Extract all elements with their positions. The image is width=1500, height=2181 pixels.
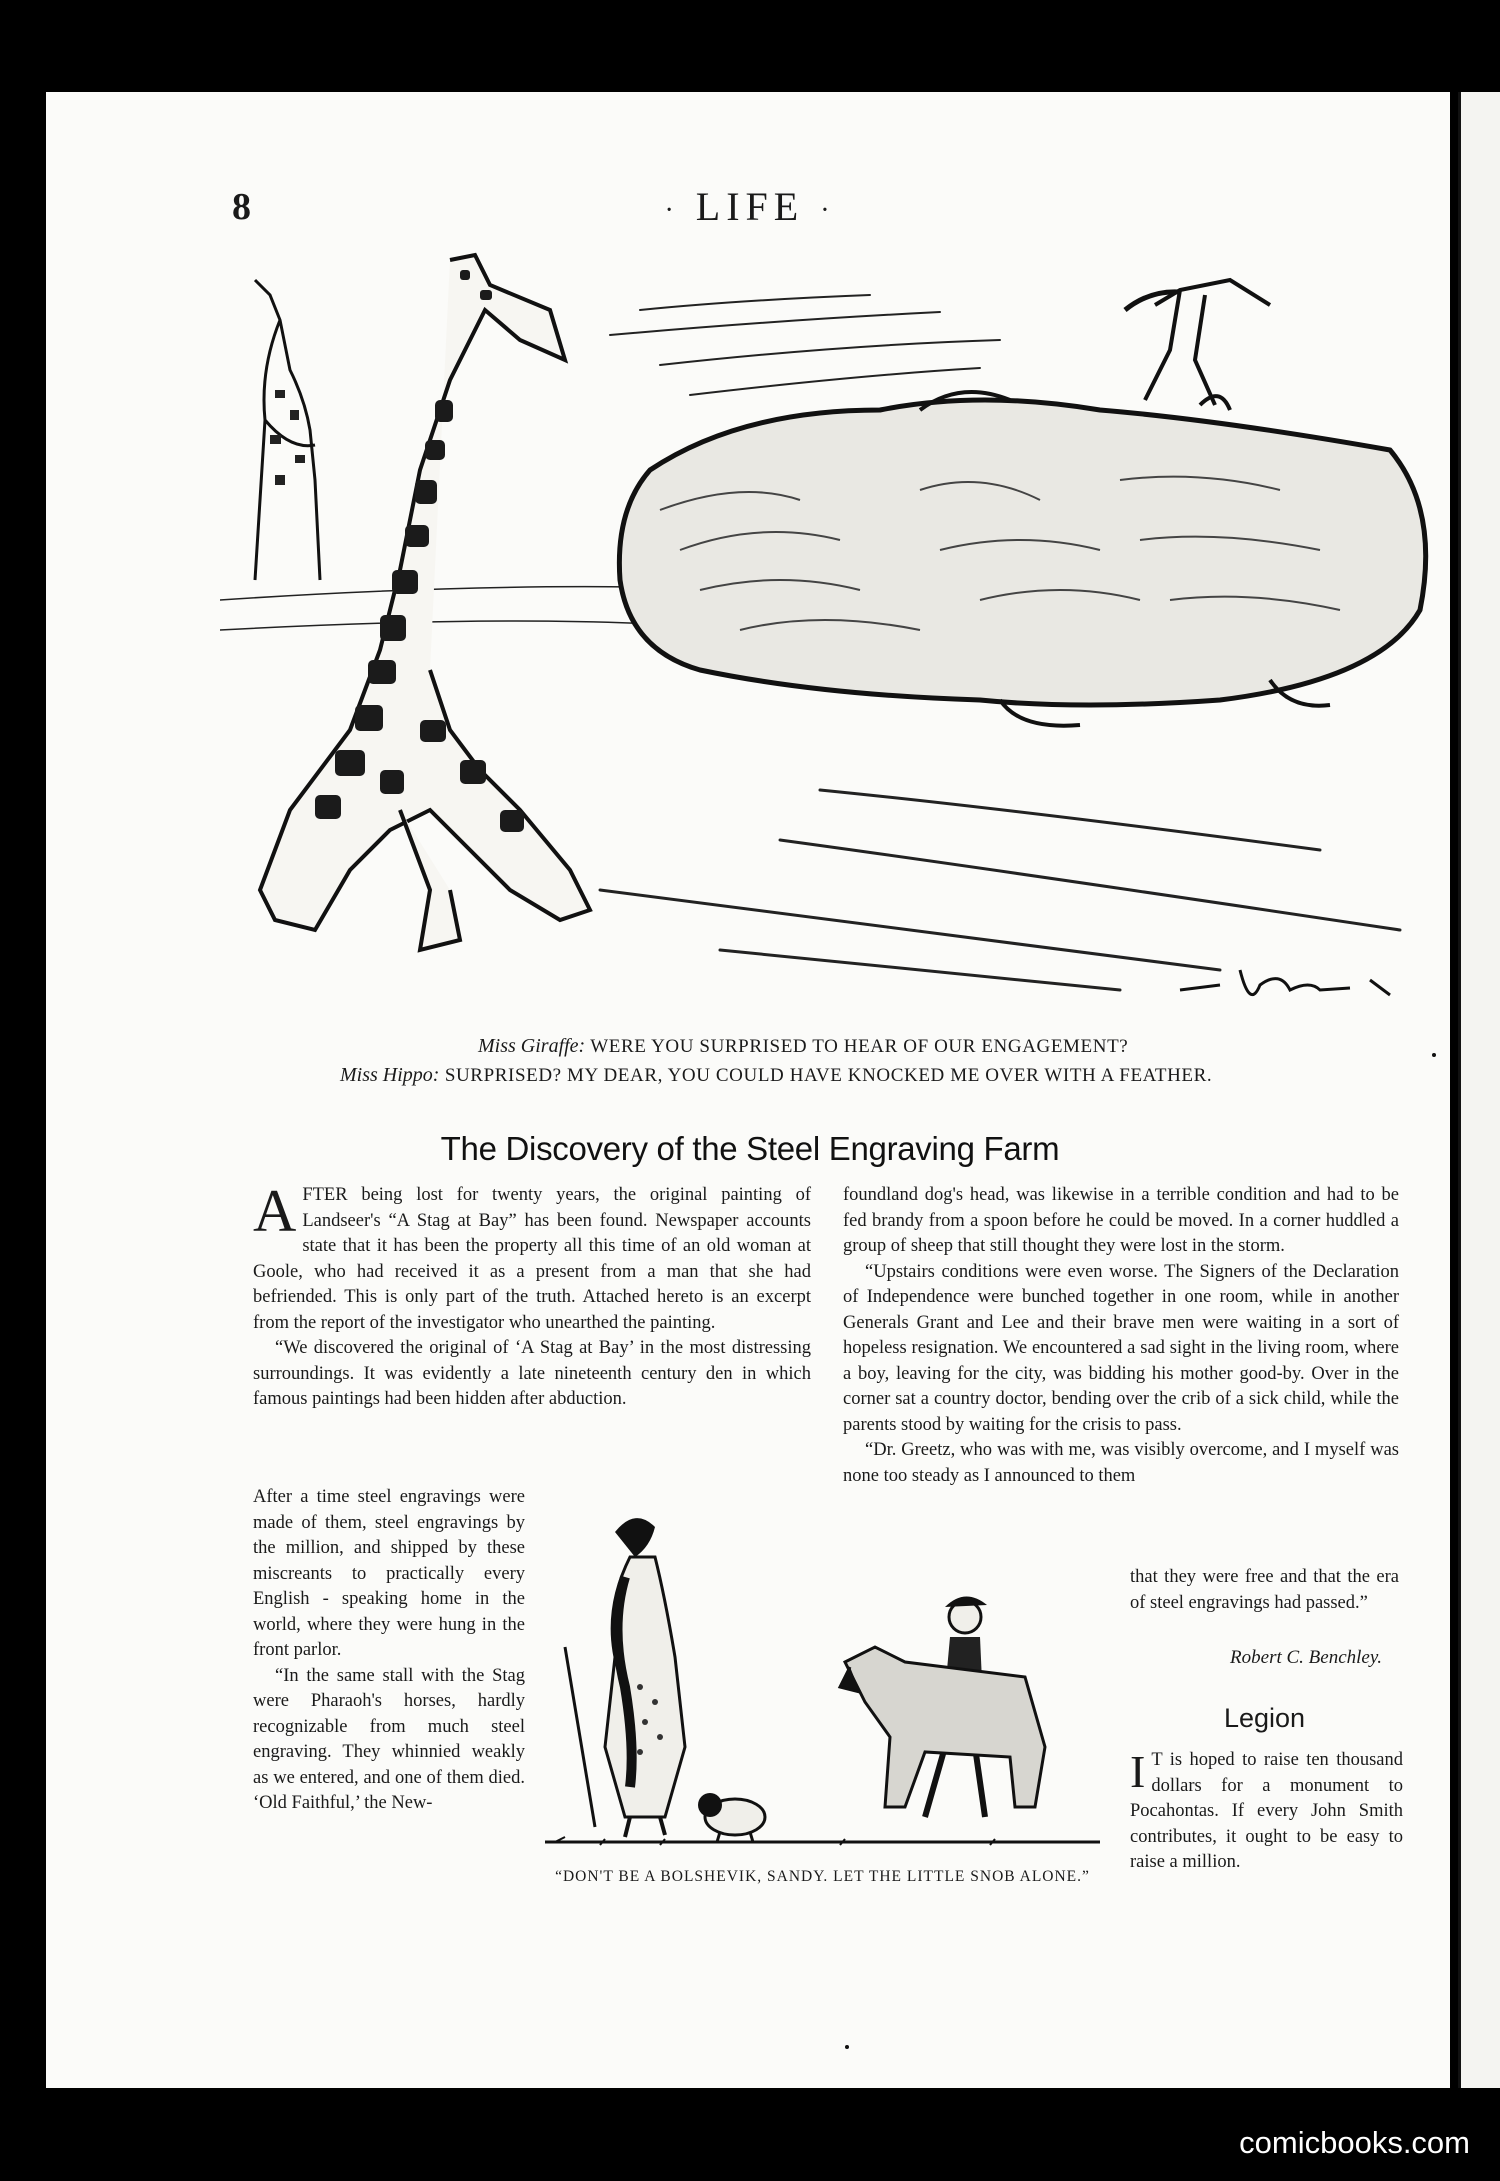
hippo-icon xyxy=(619,392,1425,726)
giraffe-hippo-cartoon xyxy=(220,250,1430,1025)
masthead xyxy=(0,183,1500,230)
speaker-hippo: Miss Hippo: xyxy=(340,1064,440,1086)
article-column-right xyxy=(843,1183,1399,1489)
ink-dot xyxy=(845,2045,849,2049)
second-cartoon-caption: “DON'T BE A BOLSHEVIK, SANDY. LET THE LITTLE SNOB ALONE.” xyxy=(555,1868,1090,1885)
article-paragraph-6-cont: that they were free and that the era of steel engravings had passed.” xyxy=(1130,1567,1399,1613)
author-byline: Robert C. Benchley. xyxy=(1230,1647,1382,1668)
article-paragraph-3: “In the same stall with the Stag were Pharaoh's horses, hardly recognizable from much steel engraving. They whinnied weakly as we entered, and one of them died. ‘Old Faithful,’ the New- xyxy=(253,1665,525,1813)
small-giraffe-icon xyxy=(255,280,320,580)
bolshevik-cartoon xyxy=(545,1487,1100,1862)
article-column-left-top xyxy=(253,1178,811,1413)
article-paragraph-6: “Dr. Greetz, who was with me, was visibly overcome, and I myself was none too steady as I announced to them xyxy=(843,1440,1399,1486)
speaker-giraffe: Miss Giraffe: xyxy=(478,1035,586,1057)
flying-bird-icon xyxy=(1125,280,1270,405)
article-column-right-narrow xyxy=(1130,1565,1399,1616)
artist-signature-icon xyxy=(1180,970,1390,995)
legion-drop-cap: I xyxy=(1130,1746,1146,1797)
line-hippo: SURPRISED? MY DEAR, YOU COULD HAVE KNOCKED ME OVER WITH A FEATHER. xyxy=(444,1065,1213,1086)
masthead-title: LIFE xyxy=(695,184,805,229)
site-watermark: comicbooks.com xyxy=(1239,2125,1470,2160)
article-paragraph-4: foundland dog's head, was likewise in a terrible condition and had to be fed brandy from a spoon before he could be moved. In a corner huddled a group of sheep that still thought they were lost in the storm. xyxy=(843,1185,1399,1256)
adjacent-page-edge xyxy=(1458,92,1500,2088)
legion-column xyxy=(1130,1748,1403,1876)
masthead-dot-right: · xyxy=(820,194,836,226)
masthead-dot-left: · xyxy=(664,194,680,226)
top-cartoon-caption xyxy=(340,1032,1300,1090)
caption-line-giraffe xyxy=(340,1032,1300,1061)
giraffe-icon xyxy=(260,255,590,950)
article-paragraph-2-cont: After a time steel engravings were made of them, steel engravings by the million, and shipped by these miscreants to practically every English - speaking home in the world, where they were hung in the front parlor. xyxy=(253,1487,525,1660)
page-number: 8 xyxy=(232,186,251,228)
article-paragraph-5: “Upstairs conditions were even worse. The Signers of the Declaration of Independence were bunched together in one room, while in another Generals Grant and Lee and their brave men were waiting in a sort of hopeless resignation. We encountered a sad sight in the living room, where a boy, leaving for the city, was bidding his mother good-by. Over in the corner sat a country doctor, bending over the crib of a sick child, while the parents stood by waiting for the crisis to pass. xyxy=(843,1261,1399,1435)
legion-paragraph: I T is hoped to raise ten thousand dollars for a monument to Pocahontas. If every John Smith contributes, it ought to be easy to raise a million. xyxy=(1130,1746,1403,1872)
terrier-dog-icon xyxy=(840,1647,1045,1807)
line-giraffe: WERE YOU SURPRISED TO HEAR OF OUR ENGAGEMENT? xyxy=(590,1036,1129,1057)
caption-line-hippo xyxy=(340,1061,1300,1090)
woman-figure-icon xyxy=(565,1518,685,1837)
article-paragraph-1: AFTER being lost for twenty years, the original painting of Landseer's “A Stag at Bay” has been found. Newspaper accounts state that it has been the property all this time of an old woman at Goole, who had received it as a present from a man that she had befriended. This is only part of the truth. Attached hereto is an excerpt from the report of the investigator who unearthed the painting. xyxy=(253,1178,811,1333)
small-dog-icon xyxy=(698,1793,765,1842)
article-title: The Discovery of the Steel Engraving Farm xyxy=(440,1130,1060,1167)
article-paragraph-2: “We discovered the original of ‘A Stag at Bay’ in the most distressing surroundings. It was evidently a late nineteenth century den in which famous paintings had been hidden after abduction. xyxy=(253,1338,811,1409)
drop-cap: A xyxy=(253,1178,297,1244)
ink-dot xyxy=(1432,1053,1436,1057)
legion-title: Legion xyxy=(1223,1703,1306,1733)
article-column-left-bottom xyxy=(253,1485,525,1817)
